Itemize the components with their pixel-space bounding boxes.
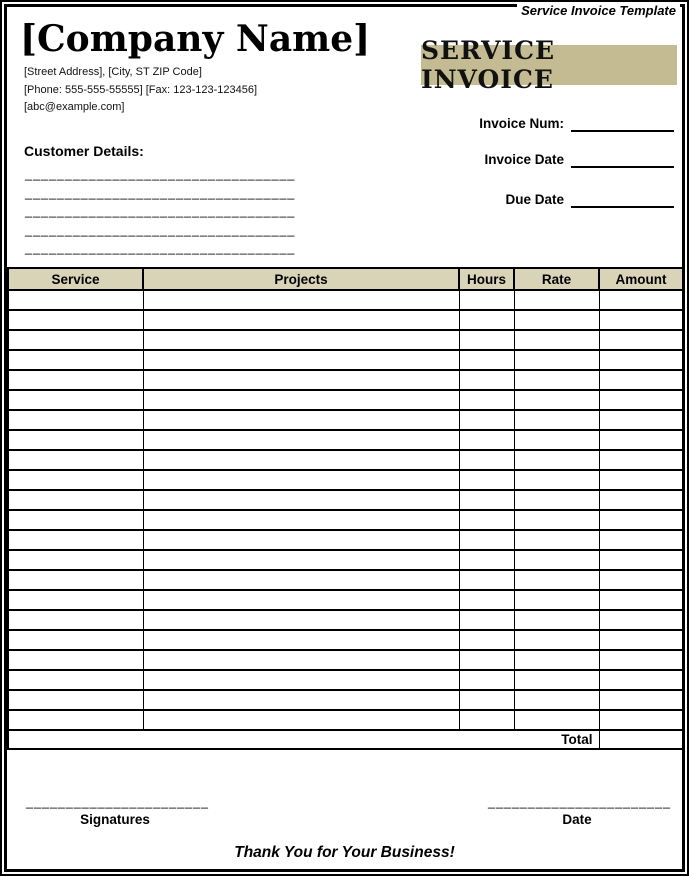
address-line-2: [Phone: 555-555-55555] [Fax: 123-123-123456] [24,83,258,96]
table-cell-hours[interactable] [459,510,514,530]
table-cell-service[interactable] [8,710,143,730]
table-cell-amount[interactable] [599,310,683,330]
service-invoice-banner [421,36,677,94]
table-cell-hours[interactable] [459,710,514,730]
table-row [8,630,683,650]
table-cell-service[interactable] [8,610,143,630]
table-cell-projects[interactable] [143,490,459,510]
table-cell-projects[interactable] [143,350,459,370]
table-cell-service[interactable] [8,650,143,670]
table-row [8,310,683,330]
table-cell-hours[interactable] [459,390,514,410]
table-cell-hours[interactable] [459,470,514,490]
table-cell-amount[interactable] [599,590,683,610]
table-cell-amount[interactable] [599,490,683,510]
table-row [8,570,683,590]
table-row [8,450,683,470]
table-cell-projects[interactable] [143,590,459,610]
table-cell-projects[interactable] [143,510,459,530]
table-cell-rate[interactable] [514,470,599,490]
table-cell-projects[interactable] [143,610,459,630]
column-header-service: Service [8,268,143,290]
table-cell-hours[interactable] [459,450,514,470]
table-cell-projects[interactable] [143,570,459,590]
table-cell-hours[interactable] [459,490,514,510]
table-cell-rate[interactable] [514,710,599,730]
table-cell-rate[interactable] [514,630,599,650]
invoice-number-label: Invoice Num: [479,116,564,131]
table-cell-rate[interactable] [514,310,599,330]
table-cell-amount[interactable] [599,430,683,450]
table-cell-service[interactable] [8,370,143,390]
table-cell-hours[interactable] [459,290,514,310]
table-cell-projects[interactable] [143,390,459,410]
invoice-date-label: Invoice Date [484,152,564,167]
date-label: Date [562,812,592,827]
table-cell-service[interactable] [8,290,143,310]
table-cell-service[interactable] [8,670,143,690]
table-cell-amount[interactable] [599,390,683,410]
table-row [8,710,683,730]
table-cell-service[interactable] [8,450,143,470]
signature-block [26,795,209,827]
table-cell-service[interactable] [8,530,143,550]
table-cell-amount[interactable] [599,570,683,590]
table-cell-projects[interactable] [143,470,459,490]
table-cell-rate[interactable] [514,450,599,470]
table-cell-rate[interactable] [514,590,599,610]
table-cell-service[interactable] [8,350,143,370]
column-header-amount: Amount [599,268,683,290]
table-row [8,350,683,370]
table-cell-projects[interactable] [143,550,459,570]
table-cell-service[interactable] [8,570,143,590]
table-cell-rate[interactable] [514,530,599,550]
table-cell-amount[interactable] [599,710,683,730]
table-cell-hours[interactable] [459,310,514,330]
table-cell-hours[interactable] [459,330,514,350]
table-cell-amount[interactable] [599,350,683,370]
table-cell-service[interactable] [8,430,143,450]
table-cell-rate[interactable] [514,410,599,430]
table-cell-hours[interactable] [459,610,514,630]
table-cell-service[interactable] [8,410,143,430]
table-row [8,650,683,670]
table-cell-amount[interactable] [599,330,683,350]
line-items-table [7,267,684,750]
table-cell-amount[interactable] [599,630,683,650]
table-cell-rate[interactable] [514,510,599,530]
table-cell-projects[interactable] [143,330,459,350]
table-cell-rate[interactable] [514,670,599,690]
column-header-rate: Rate [514,268,599,290]
table-cell-projects[interactable] [143,690,459,710]
invoice-date-field[interactable] [571,151,674,168]
table-row [8,430,683,450]
table-cell-rate[interactable] [514,290,599,310]
table-row [8,590,683,610]
date-block [488,795,671,827]
table-cell-hours[interactable] [459,670,514,690]
table-cell-service[interactable] [8,510,143,530]
table-cell-hours[interactable] [459,690,514,710]
table-cell-service[interactable] [8,490,143,510]
table-cell-service[interactable] [8,590,143,610]
table-cell-projects[interactable] [143,310,459,330]
table-row [8,470,683,490]
table-row [8,410,683,430]
table-cell-service[interactable] [8,630,143,650]
table-row [8,370,683,390]
table-cell-hours[interactable] [459,370,514,390]
table-cell-rate[interactable] [514,570,599,590]
table-cell-hours[interactable] [459,650,514,670]
table-cell-hours[interactable] [459,350,514,370]
company-address-block [24,64,257,117]
table-cell-hours[interactable] [459,630,514,650]
table-body [8,290,683,730]
customer-line[interactable]: __________________________________ [25,204,296,219]
table-cell-service[interactable] [8,470,143,490]
due-date-row [505,191,674,208]
table-cell-amount[interactable] [599,550,683,570]
table-cell-rate[interactable] [514,690,599,710]
table-cell-hours[interactable] [459,410,514,430]
table-cell-hours[interactable] [459,530,514,550]
table-cell-service[interactable] [8,330,143,350]
table-cell-hours[interactable] [459,570,514,590]
table-cell-projects[interactable] [143,530,459,550]
table-cell-service[interactable] [8,690,143,710]
table-cell-rate[interactable] [514,430,599,450]
banner-title: SERVICE INVOICE [421,36,556,94]
table-cell-amount[interactable] [599,650,683,670]
table-cell-projects[interactable] [143,670,459,690]
table-cell-rate[interactable] [514,550,599,570]
table-cell-rate[interactable] [514,610,599,630]
table-row [8,530,683,550]
signature-line[interactable]: _______________________ [26,795,209,809]
table-cell-hours[interactable] [459,430,514,450]
customer-details-lines [25,165,295,258]
table-cell-amount[interactable] [599,370,683,390]
table-cell-amount[interactable] [599,290,683,310]
table-cell-amount[interactable] [599,690,683,710]
table-cell-rate[interactable] [514,350,599,370]
table-cell-projects[interactable] [143,650,459,670]
customer-line[interactable]: __________________________________ [25,167,296,181]
table-cell-amount[interactable] [599,670,683,690]
invoice-number-row [479,115,674,132]
table-cell-projects[interactable] [143,290,459,310]
table-cell-service[interactable] [8,550,143,570]
table-cell-service[interactable] [8,310,143,330]
total-amount-cell[interactable] [599,730,683,749]
address-line-3: [abc@example.com] [24,101,125,113]
table-cell-projects[interactable] [143,430,459,450]
table-cell-rate[interactable] [514,490,599,510]
table-cell-service[interactable] [8,390,143,410]
customer-details-label: Customer Details: [24,143,144,159]
table-row [8,330,683,350]
table-row [8,610,683,630]
table-row [8,670,683,690]
table-cell-hours[interactable] [459,590,514,610]
column-header-projects: Projects [143,268,459,290]
table-cell-projects[interactable] [143,630,459,650]
table-cell-rate[interactable] [514,390,599,410]
total-row [8,730,683,749]
table-cell-amount[interactable] [599,410,683,430]
table-cell-projects[interactable] [143,410,459,430]
column-header-hours: Hours [459,268,514,290]
table-cell-amount[interactable] [599,450,683,470]
customer-line[interactable]: __________________________________ [25,185,296,200]
table-row [8,490,683,510]
due-date-label: Due Date [505,192,564,207]
signature-label: Signatures [80,812,150,827]
table-cell-amount[interactable] [599,470,683,490]
table-cell-projects[interactable] [143,370,459,390]
table-cell-amount[interactable] [599,610,683,630]
address-line-1: [Street Address], [City, ST ZIP Code] [24,66,202,78]
table-row [8,290,683,310]
table-cell-projects[interactable] [143,450,459,470]
date-line[interactable]: _______________________ [488,795,671,809]
table-header-row [8,268,683,290]
company-name: [Company Name] [20,18,371,60]
due-date-field[interactable] [571,191,674,208]
table-row [8,390,683,410]
table-cell-rate[interactable] [514,370,599,390]
table-cell-rate[interactable] [514,330,599,350]
table-cell-projects[interactable] [143,710,459,730]
total-label: Total [8,730,599,749]
table-cell-amount[interactable] [599,510,683,530]
invoice-date-row [484,151,674,168]
customer-line[interactable]: __________________________________ [25,222,296,237]
table-row [8,550,683,570]
template-title: Service Invoice Template [517,2,680,20]
table-row [8,690,683,710]
table-row [8,510,683,530]
table-cell-rate[interactable] [514,650,599,670]
table-cell-amount[interactable] [599,530,683,550]
invoice-number-field[interactable] [571,115,674,132]
table-cell-hours[interactable] [459,550,514,570]
thank-you-message: Thank You for Your Business! [234,844,455,861]
customer-line[interactable]: __________________________________ [25,241,296,256]
